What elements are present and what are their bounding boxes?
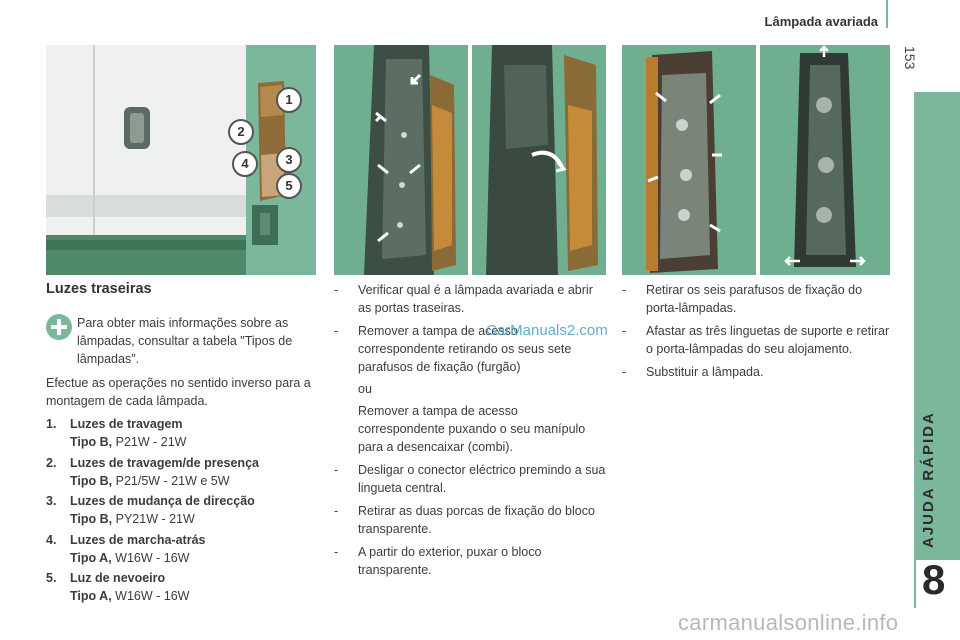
- callout-1: 1: [276, 87, 302, 113]
- watermark-bottom: carmanualsonline.info: [678, 610, 899, 635]
- step-text: A partir do exterior, puxar o bloco transparente.: [358, 545, 542, 577]
- lamp-list-item: [46, 533, 316, 572]
- lamp-type: [70, 512, 195, 526]
- callout-5: 5: [276, 173, 302, 199]
- step-item: [334, 461, 606, 497]
- lamp-type-value: W16W - 16W: [115, 550, 190, 565]
- step-item: [334, 322, 606, 456]
- step-text: Remover a tampa de acesso correspondente puxando o seu manípulo para a desencaixar (combi).: [358, 404, 586, 454]
- lamp-number: 2.: [46, 455, 57, 470]
- lamp-type: [70, 589, 189, 603]
- callout-4: 4: [232, 151, 258, 177]
- step-dash: -: [622, 283, 627, 297]
- step-item: [334, 502, 606, 538]
- step-dash: -: [334, 463, 339, 477]
- lamp-type-value: P21/5W - 21W e 5W: [115, 473, 230, 488]
- step-text: Retirar as duas porcas de fixação do bloco transparente.: [358, 504, 595, 536]
- page-number: 153: [902, 46, 918, 70]
- access-cover-illustration: [334, 45, 468, 275]
- bulb-holder-photo: [760, 45, 890, 275]
- lamp-type-value: PY21W - 21W: [115, 512, 195, 526]
- info-plus-icon: [46, 314, 72, 340]
- lamp-block-illustration: [622, 45, 756, 275]
- lamp-list-item: [46, 571, 316, 610]
- step-dash: -: [334, 283, 339, 297]
- lamp-type-label: Tipo B,: [70, 435, 113, 449]
- lamp-name: Luzes de travagem: [70, 417, 183, 431]
- steps-column-3: [622, 281, 890, 386]
- intro-text: Efectue as operações no sentido inverso para a montagem de cada lâmpada.: [46, 376, 311, 408]
- side-tab-label: AJUDA RÁPIDA: [920, 411, 937, 548]
- lamp-list-item: [46, 494, 316, 533]
- step-text: Substituir a lâmpada.: [646, 365, 764, 379]
- van-rear-photo: [46, 45, 316, 275]
- step-dash: -: [622, 324, 627, 338]
- step-dash: -: [622, 365, 627, 379]
- lamp-type: [70, 551, 189, 565]
- step-text: Remover a tampa de acesso correspondente retirando os seus sete parafusos de fixação (furgão): [358, 324, 572, 374]
- lamp-number: 5.: [46, 571, 57, 585]
- lamp-number: 4.: [46, 532, 57, 547]
- step-item: [622, 322, 890, 358]
- connector-photo: [472, 45, 606, 275]
- step-item: [334, 543, 606, 579]
- chapter-number: 8: [922, 556, 946, 603]
- step-text: Afastar as três linguetas de suporte e retirar o porta-lâmpadas do seu alojamento.: [646, 324, 890, 356]
- lamp-name: Luzes de mudança de direcção: [70, 494, 255, 508]
- step-text: Desligar o conector eléctrico premindo a sua lingueta central.: [358, 463, 606, 495]
- section-heading: Luzes traseiras: [46, 281, 152, 297]
- lamp-type: [70, 435, 186, 449]
- lamp-name: Luzes de travagem/de presença: [70, 455, 259, 470]
- header-title: Lâmpada avariada: [764, 14, 878, 29]
- step-text: Verificar qual é a lâmpada avariada e abrir as portas traseiras.: [358, 283, 593, 315]
- step-dash: -: [334, 504, 339, 518]
- access-cover-photo: [334, 45, 468, 275]
- lamp-type-value: P21W - 21W: [115, 435, 187, 449]
- lamp-list: [46, 417, 316, 610]
- step-dash: -: [334, 324, 339, 338]
- lamp-list-item: [46, 456, 316, 495]
- step-text: Retirar os seis parafusos de fixação do porta-lâmpadas.: [646, 283, 863, 315]
- lamp-list-item: [46, 417, 316, 456]
- lamp-number: 1.: [46, 417, 57, 431]
- watermark-top: CarManuals2.com: [486, 322, 608, 339]
- info-note: Para obter mais informações sobre as lâmpadas, consultar a tabela "Tipos de lâmpadas".: [77, 316, 293, 366]
- bulb-holder-illustration: [760, 45, 890, 275]
- lamp-name: Luzes de marcha-atrás: [70, 532, 206, 547]
- lamp-type: [70, 474, 230, 488]
- step-text: ou: [358, 382, 372, 396]
- step-dash: -: [334, 545, 339, 559]
- connector-illustration: [472, 45, 606, 275]
- step-item: [622, 281, 890, 317]
- step-item: [622, 363, 890, 381]
- lamp-type-label: Tipo B,: [70, 512, 113, 526]
- callout-3: 3: [276, 147, 302, 173]
- lamp-number: 3.: [46, 494, 57, 508]
- lamp-type-value: W16W - 16W: [115, 589, 190, 603]
- lamp-type-label: Tipo A,: [70, 589, 112, 603]
- header-divider: [886, 0, 888, 28]
- lamp-name: Luz de nevoeiro: [70, 571, 166, 585]
- callout-2: 2: [228, 119, 254, 145]
- lamp-type-label: Tipo A,: [70, 550, 112, 565]
- lamp-block-photo: [622, 45, 756, 275]
- lamp-type-label: Tipo B,: [70, 473, 113, 488]
- step-item: [334, 281, 606, 317]
